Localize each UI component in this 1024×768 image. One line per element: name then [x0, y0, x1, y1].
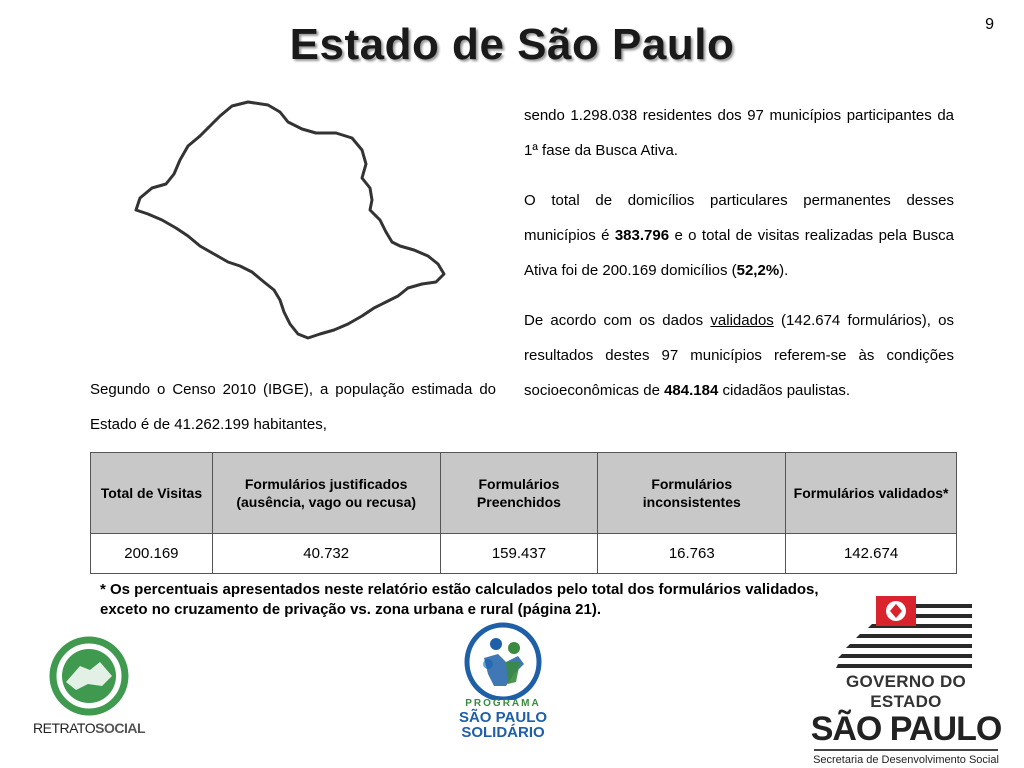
- table-row: [91, 534, 957, 574]
- programa-wordmark: PROGRAMA SÃO PAULO SOLIDÁRIO: [458, 698, 548, 741]
- cell-formularios-preenchidos: 159.437: [440, 534, 598, 574]
- header-formularios-inconsistentes: Formulários inconsistentes: [598, 453, 786, 534]
- cell-formularios-justificados: 40.732: [212, 534, 440, 574]
- validated-paragraph: De acordo com os dados validados (142.674 formulários), os resultados destes 97 municípios referem-se às condições socioeconômicas de 484.184 cidadãos paulistas.: [524, 312, 954, 399]
- retrato-social-wordmark: RETRATOSOCIAL: [33, 720, 145, 736]
- households-paragraph: O total de domicílios particulares permanentes desses municípios é 383.796 e o total de visitas realizadas pela Busca Ativa foi de 200.169 domicílios (52,2%).: [524, 192, 955, 279]
- table-header-row: [91, 453, 957, 534]
- cell-formularios-validados: 142.674: [786, 534, 957, 574]
- page-title: Estado de São Paulo: [289, 20, 735, 69]
- cell-formularios-inconsistentes: 16.763: [598, 534, 786, 574]
- header-total-visitas: Total de Visitas: [91, 453, 213, 534]
- right-column-text: [524, 98, 954, 423]
- programa-sao-paulo-solidario-logo-icon: [458, 622, 548, 700]
- header-formularios-preenchidos: Formulários Preenchidos: [440, 453, 598, 534]
- census-paragraph: Segundo o Censo 2010 (IBGE), a população estimada do Estado é de 41.262.199 habitantes,: [90, 381, 496, 433]
- cell-total-visitas: 200.169: [91, 534, 213, 574]
- governo-sao-paulo-flag-icon: [836, 594, 976, 670]
- residents-paragraph: sendo 1.298.038 residentes dos 97 municípios participantes da 1ª fase da Busca Ativa.: [524, 107, 954, 159]
- header-formularios-validados: Formulários validados*: [786, 453, 957, 534]
- footnote: * Os percentuais apresentados neste relatório estão calculados pelo total dos formulários validados, exceto no cruzamento de privação vs. zona urbana e rural (página 21).: [100, 581, 819, 618]
- page-number: 9: [985, 16, 994, 33]
- visits-table: [90, 452, 957, 574]
- governo-wordmark: GOVERNO DO ESTADO SÃO PAULO Secretaria de Desenvolvimento Social: [810, 672, 1002, 766]
- header-formularios-justificados: Formulários justificados (ausência, vago ou recusa): [212, 453, 440, 534]
- sao-paulo-state-map: [130, 96, 446, 342]
